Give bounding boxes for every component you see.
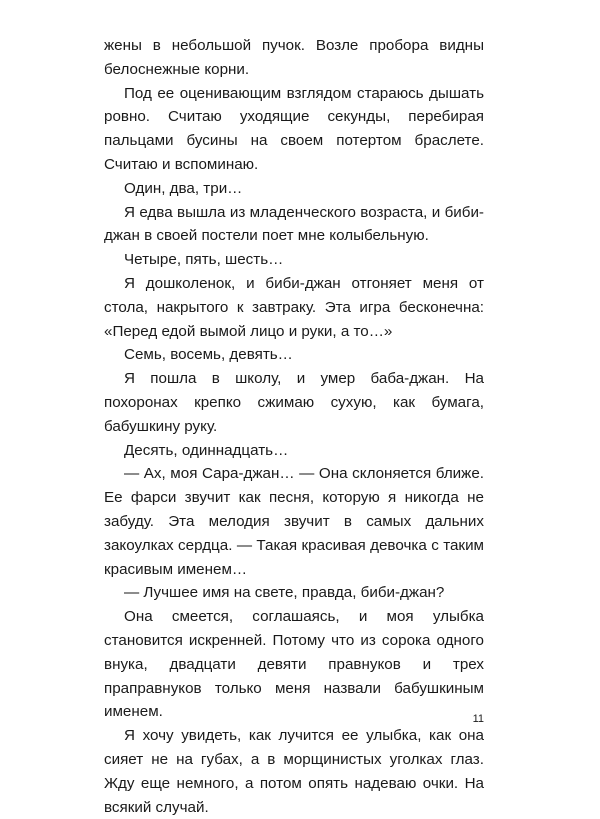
paragraph-8: Я пошла в школу, и умер баба-джан. На похоронах крепко сжимаю сухую, как бумага, бабушкину руку. [104, 370, 484, 435]
paragraph-13: Я хочу увидеть, как лучится ее улыбка, как она сияет не на губах, а в морщинистых уголках глаз. Жду еще немного, а потом опять надеваю очки. На всякий случай. [104, 727, 484, 816]
body-text [104, 34, 484, 819]
paragraph-6: Я дошколенок, и биби-джан отгоняет меня от стола, накрытого к завтраку. Эта игра бесконечна: «Перед едой вымой лицо и руки, а то…» [104, 274, 484, 340]
paragraph-5: Четыре, пять, шесть… [124, 251, 284, 269]
paragraph-3: Один, два, три… [124, 179, 243, 197]
paragraph-10: — Ах, моя Сара-джан… — Она склоняется ближе. Ее фарси звучит как песня, которую я никогда не забуду. Эта мелодия звучит в самых дальних закоулках сердца. — Такая красивая девочка с таким красивым именем… [104, 465, 484, 578]
paragraph-4: Я едва вышла из младенческого возраста, и биби-джан в своей постели поет мне колыбельную. [104, 203, 484, 245]
paragraph-12: Она смеется, соглашаясь, и моя улыбка становится искренней. Потому что из сорока одного внука, двадцати девяти правнуков и трех праправнуков только меня назвали бабушкиным именем. [104, 608, 484, 721]
paragraph-9: Десять, одиннадцать… [124, 441, 289, 459]
paragraph-11: — Лучшее имя на свете, правда, биби-джан? [124, 584, 445, 602]
page-number: 11 [472, 713, 484, 725]
paragraph-1: жены в небольшой пучок. Возле пробора видны белоснежные корни. [104, 37, 484, 78]
paragraph-2: Под ее оценивающим взглядом стараюсь дышать ровно. Считаю уходящие секунды, перебирая пальцами бусины на своем потертом браслете. Считаю и вспоминаю. [104, 84, 484, 173]
paragraph-7: Семь, восемь, девять… [124, 346, 293, 364]
